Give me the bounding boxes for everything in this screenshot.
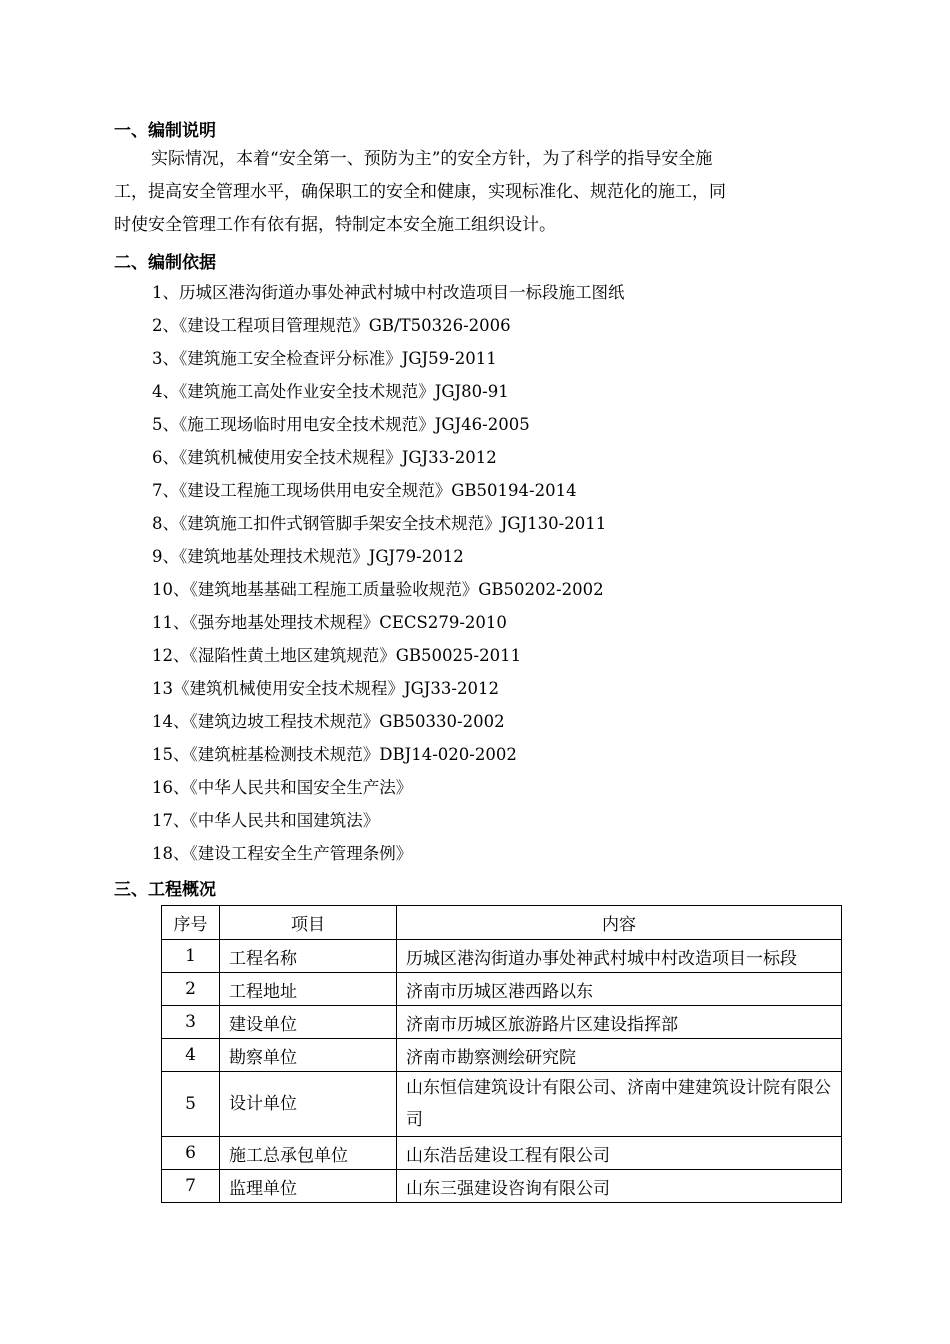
- header-item: 项目: [220, 906, 397, 940]
- row-item: 勘察单位: [220, 1039, 397, 1072]
- reference-item: 12、《湿陷性黄土地区建筑规范》GB50025-2011: [152, 646, 522, 665]
- reference-item: 5、《施工现场临时用电安全技术规范》JGJ46-2005: [152, 415, 530, 434]
- table-row: [162, 1006, 842, 1039]
- reference-item: 17、《中华人民共和国建筑法》: [152, 811, 380, 830]
- reference-item: 18、《建设工程安全生产管理条例》: [152, 844, 413, 863]
- reference-item: 9、《建筑地基处理技术规范》JGJ79-2012: [152, 547, 464, 566]
- intro-line: 工，提高安全管理水平，确保职工的安全和健康，实现标准化、规范化的施工，同: [114, 182, 726, 202]
- section-heading-1: 一、编制说明: [114, 121, 216, 141]
- intro-paragraph: [114, 143, 814, 242]
- row-no: 4: [162, 1039, 220, 1072]
- row-no: 3: [162, 1006, 220, 1039]
- row-content: 山东浩岳建设工程有限公司: [397, 1137, 842, 1170]
- reference-item: 11、《强夯地基处理技术规程》CECS279-2010: [152, 613, 507, 632]
- row-item: 工程名称: [220, 940, 397, 973]
- reference-item: 4、《建筑施工高处作业安全技术规范》JGJ80-91: [152, 382, 509, 401]
- row-content: 济南市历城区旅游路片区建设指挥部: [397, 1006, 842, 1039]
- row-item: 设计单位: [220, 1072, 397, 1137]
- project-overview-table: [161, 905, 842, 1203]
- header-content: 内容: [397, 906, 842, 940]
- reference-item: 15、《建筑桩基检测技术规范》DBJ14-020-2002: [152, 745, 517, 764]
- table-row: [162, 940, 842, 973]
- table-header-row: [162, 906, 842, 940]
- table-row: [162, 1170, 842, 1203]
- row-item: 建设单位: [220, 1006, 397, 1039]
- row-content: 济南市勘察测绘研究院: [397, 1039, 842, 1072]
- table-row: [162, 973, 842, 1006]
- reference-item: 3、《建筑施工安全检查评分标准》JGJ59-2011: [152, 349, 497, 368]
- reference-item: 14、《建筑边坡工程技术规范》GB50330-2002: [152, 712, 505, 731]
- intro-line: 实际情况，本着“安全第一、预防为主”的安全方针，为了科学的指导安全施: [151, 149, 713, 169]
- row-no: 5: [162, 1072, 220, 1137]
- reference-item: 6、《建筑机械使用安全技术规程》JGJ33-2012: [152, 448, 497, 467]
- intro-line: 时使安全管理工作有依有据，特制定本安全施工组织设计。: [114, 215, 556, 235]
- table-row: [162, 1039, 842, 1072]
- reference-item: 13《建筑机械使用安全技术规程》JGJ33-2012: [152, 679, 499, 698]
- table-row: [162, 1072, 842, 1137]
- row-no: 2: [162, 973, 220, 1006]
- table-row: [162, 1137, 842, 1170]
- row-item: 工程地址: [220, 973, 397, 1006]
- section-heading-2: 二、编制依据: [114, 253, 216, 273]
- row-no: 6: [162, 1137, 220, 1170]
- row-no: 7: [162, 1170, 220, 1203]
- reference-item: 16、《中华人民共和国安全生产法》: [152, 778, 413, 797]
- row-no: 1: [162, 940, 220, 973]
- section-heading-3: 三、工程概况: [114, 880, 216, 900]
- reference-list: [152, 276, 625, 870]
- row-content: 山东恒信建筑设计有限公司、济南中建建筑设计院有限公司: [397, 1072, 842, 1137]
- reference-item: 7、《建设工程施工现场供用电安全规范》GB50194-2014: [152, 481, 577, 500]
- row-item: 监理单位: [220, 1170, 397, 1203]
- row-content: 山东三强建设咨询有限公司: [397, 1170, 842, 1203]
- reference-item: 10、《建筑地基基础工程施工质量验收规范》GB50202-2002: [152, 580, 604, 599]
- header-no: 序号: [162, 906, 220, 940]
- reference-item: 2、《建设工程项目管理规范》GB/T50326-2006: [152, 316, 511, 335]
- row-content: 济南市历城区港西路以东: [397, 973, 842, 1006]
- reference-item: 8、《建筑施工扣件式钢管脚手架安全技术规范》JGJ130-2011: [152, 514, 607, 533]
- row-item: 施工总承包单位: [220, 1137, 397, 1170]
- reference-item: 1、历城区港沟街道办事处神武村城中村改造项目一标段施工图纸: [152, 283, 625, 302]
- row-content: 历城区港沟街道办事处神武村城中村改造项目一标段: [397, 940, 842, 973]
